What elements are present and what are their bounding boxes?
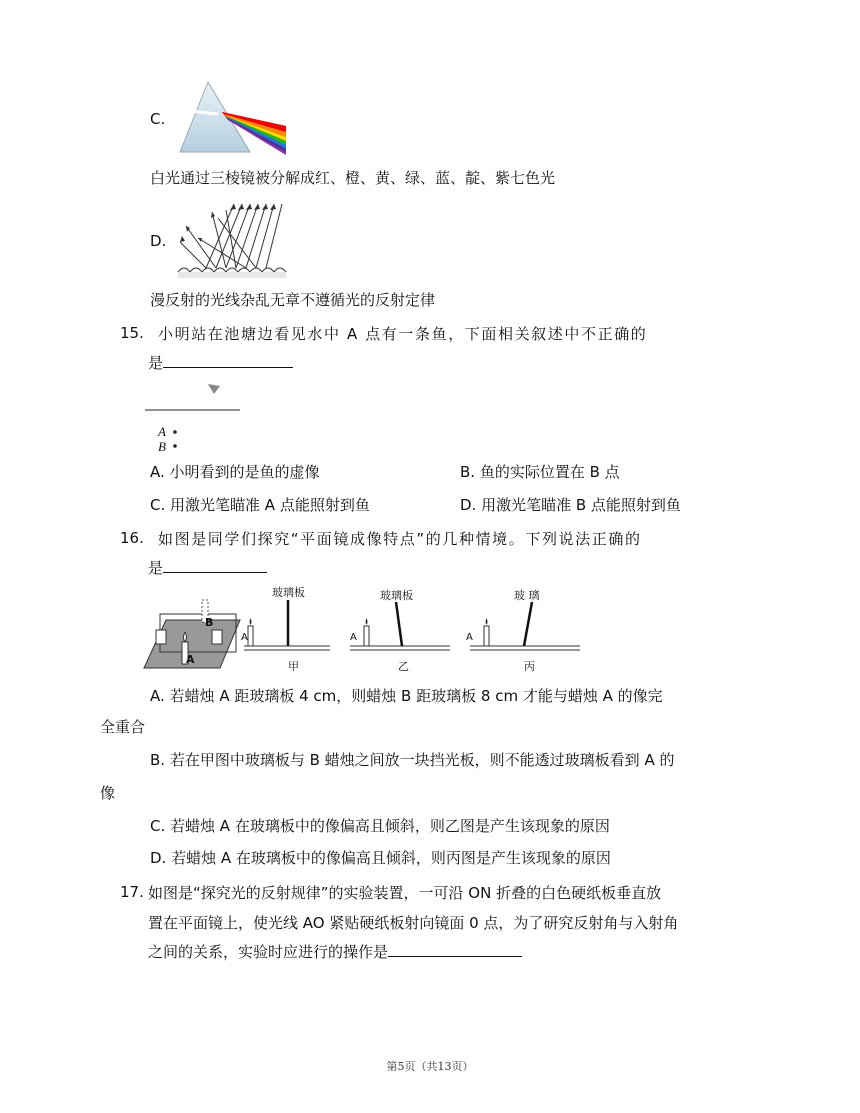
question-15-text-line1: 小明站在池塘边看见水中 A 点有一条鱼，下面相关叙述中不正确的 xyxy=(158,325,648,343)
figure-label-b: B xyxy=(158,439,166,454)
figure-box-label-a: A xyxy=(186,653,195,666)
question-16-text-line2-start: 是 xyxy=(148,559,164,577)
question-16-option-c: C. 若蜡烛 A 在玻璃板中的像偏高且倾斜，则乙图是产生该现象的原因 xyxy=(150,817,610,835)
figure-label-a: A xyxy=(158,424,166,439)
candle-label-bing: A xyxy=(466,632,473,643)
question-16-answer-blank[interactable] xyxy=(163,558,267,573)
question-16-number: 16. xyxy=(120,529,144,547)
panel-label-bing: 丙 xyxy=(524,660,535,673)
question-15-option-c: C. 用激光笔瞄准 A 点能照射到鱼 xyxy=(150,496,370,514)
figure-box-label-b: B xyxy=(205,616,214,629)
option-c-label: C. xyxy=(150,110,166,128)
panel-label-jia: 甲 xyxy=(288,660,299,673)
question-17-line3 xyxy=(148,942,522,962)
point-a-dot xyxy=(173,430,177,434)
glass-label-yi: 玻璃板 xyxy=(380,589,413,602)
candle-label-jia: A xyxy=(241,632,248,643)
question-15-answer-blank[interactable] xyxy=(163,353,293,368)
question-15-text-line2 xyxy=(148,353,293,373)
question-16-option-a-line2: 全重合 xyxy=(100,718,146,736)
pond-figure xyxy=(140,378,250,458)
question-15-option-b: B. 鱼的实际位置在 B 点 xyxy=(460,463,620,481)
question-16-option-d: D. 若蜡烛 A 在玻璃板中的像偏高且倾斜，则丙图是产生该现象的原因 xyxy=(150,849,611,867)
option-d-caption: 漫反射的光线杂乱无章不遵循光的反射定律 xyxy=(150,291,436,309)
question-16-option-b-line2: 像 xyxy=(100,784,116,802)
question-17-line1: 如图是“探究光的反射规律”的实验装置，一可沿 ON 折叠的白色硬纸板垂直放 xyxy=(148,884,662,902)
question-16-text-line2 xyxy=(148,558,267,578)
glass-label-jia: 玻璃板 xyxy=(272,586,305,599)
question-15-text-line2-start: 是 xyxy=(148,354,164,372)
question-15-number: 15. xyxy=(120,324,144,342)
question-17-number: 17. xyxy=(120,883,144,901)
prism-figure xyxy=(176,80,288,156)
question-16-option-b-line1: B. 若在甲图中玻璃板与 B 蜡烛之间放一块挡光板，则不能透过玻璃板看到 A 的 xyxy=(150,751,675,769)
question-17-line3-text: 之间的关系，实验时应进行的操作是 xyxy=(148,943,389,961)
question-15-option-d: D. 用激光笔瞄准 B 点能照射到鱼 xyxy=(460,496,681,514)
candle-label-yi: A xyxy=(350,632,357,643)
question-17-line2: 置在平面镜上，使光线 AO 紧贴硬纸板射向镜面 0 点，为了研究反射角与入射角 xyxy=(148,914,679,932)
question-16-option-a-line1: A. 若蜡烛 A 距玻璃板 4 cm，则蜡烛 B 距玻璃板 8 cm 才能与蜡烛 A 的像完 xyxy=(150,687,663,705)
panel-label-yi: 乙 xyxy=(398,660,409,673)
question-16-text-line1: 如图是同学们探究“平面镜成像特点”的几种情境。下列说法正确的 xyxy=(158,530,642,548)
diffuse-reflection-figure xyxy=(176,196,290,280)
glass-label-bing: 玻 璃 xyxy=(514,589,540,602)
question-15-option-a: A. 小明看到的是鱼的虚像 xyxy=(150,463,320,481)
page-footer: 第5页（共13页） xyxy=(386,1060,474,1073)
point-b-dot xyxy=(173,444,177,448)
eye-icon xyxy=(208,384,220,394)
question-17-answer-blank[interactable] xyxy=(388,942,522,957)
option-d-label: D. xyxy=(150,232,167,250)
option-c-caption: 白光通过三棱镜被分解成红、橙、黄、绿、蓝、靛、紫七色光 xyxy=(150,169,556,187)
